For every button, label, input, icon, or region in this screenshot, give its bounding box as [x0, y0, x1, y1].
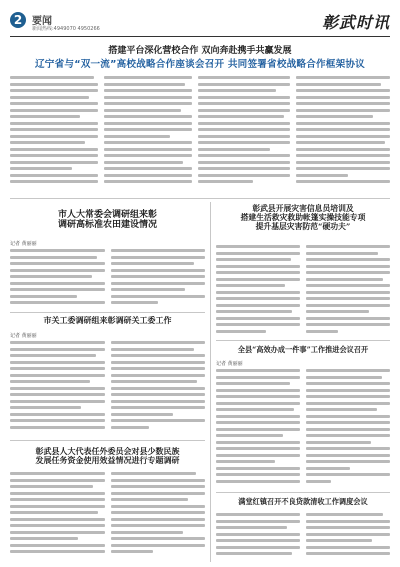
lead-body-col-4 — [296, 76, 390, 194]
story-left-1-byline: 记者 黄丽丽 — [10, 241, 37, 247]
story-left-1-body-a — [10, 249, 105, 309]
hotline-meta: 新闻热线:4949070 4950266 — [32, 26, 100, 32]
section-divider-1 — [10, 198, 390, 199]
story-right-2-body-a — [216, 369, 300, 489]
section-name: 要闻 — [32, 16, 52, 27]
story-right-3-body-b — [306, 513, 390, 563]
story-right-3-headline: 满堂红镇召开不良贷款清收工作调度会议 — [238, 497, 368, 506]
story-right-3-body-a — [216, 513, 300, 563]
story-left-1-headline — [10, 210, 205, 231]
lead-headline: 辽宁省与“双一流”高校战略合作座谈会召开 共同签署省校战略合作框架协议 — [35, 59, 365, 70]
story-right-1-body-a — [216, 245, 300, 337]
story-left-2-headline: 市关工委调研组来彰调研关工委工作 — [43, 315, 172, 325]
story-left-1-headline-line1: 市人大常委会调研组来彰 — [57, 210, 157, 220]
story-left-2-body-a — [10, 341, 105, 436]
story-right-1-headline-line1: 彰武县开展灾害信息员培训及 — [252, 204, 354, 213]
story-right-2-byline: 记者 黄丽丽 — [216, 361, 243, 367]
lead-body-col-2 — [104, 76, 192, 194]
lead-kicker: 搭建平台深化营校合作 双向奔赴携手共赢发展 — [108, 46, 292, 56]
lead-body-col-3 — [198, 76, 290, 194]
story-left-3-headline-line1: 彰武县人大代表任外委员会对县少数民族 — [35, 446, 180, 456]
story-left-1-headline-line2: 调研高标准农田建设情况 — [57, 220, 157, 231]
divider-left-2 — [10, 440, 205, 441]
lead-body-col-1 — [10, 76, 98, 194]
masthead — [10, 8, 390, 34]
story-right-2-body-b — [306, 369, 390, 489]
paper-logo: 彰武时讯 — [321, 13, 390, 32]
story-right-2-headline: 全县“高效办成一件事”工作推进会议召开 — [237, 345, 369, 354]
page-number-badge: 2 — [10, 12, 26, 28]
column-divider — [210, 202, 211, 562]
story-left-3-headline-line2: 发展任务资金使用效益情况进行专题调研 — [35, 455, 180, 466]
divider-right-2 — [216, 492, 390, 493]
divider-left-1 — [10, 312, 205, 313]
story-left-3-body-a — [10, 472, 105, 562]
story-right-1-headline-line3: 提升基层灾害防范“硬功夫” — [255, 221, 351, 231]
story-left-2-byline: 记者 黄丽丽 — [10, 333, 37, 339]
story-right-1-headline-line2: 搭建生活救灾救助帐篷实操技能专项 — [240, 212, 366, 222]
divider-right-1 — [216, 340, 390, 341]
story-left-3-body-b — [111, 472, 205, 562]
story-right-1-headline — [216, 205, 390, 232]
masthead-rule — [10, 36, 390, 37]
story-left-3-headline — [10, 447, 205, 465]
story-left-2-body-b — [111, 341, 205, 436]
story-right-1-body-b — [306, 245, 390, 337]
story-left-1-body-b — [111, 249, 205, 309]
